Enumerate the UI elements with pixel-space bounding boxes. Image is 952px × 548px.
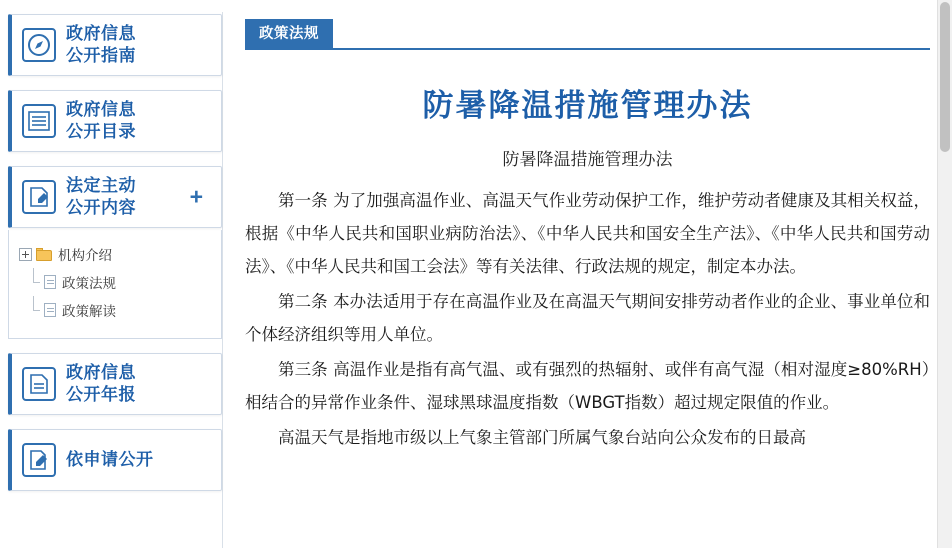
sidebar-item-label: 依申请公开	[66, 450, 154, 469]
scrollbar-thumb[interactable]	[940, 2, 950, 152]
sidebar-item-statutory-content[interactable]	[8, 166, 222, 228]
content-tabbar	[245, 18, 930, 50]
tree-line-icon	[27, 276, 40, 289]
page-scrollbar[interactable]	[937, 0, 952, 548]
sidebar-tree	[8, 230, 222, 339]
sidebar-item-open-guide[interactable]	[8, 14, 222, 76]
apply-document-icon	[12, 443, 66, 477]
document-paragraph: 高温天气是指地市级以上气象主管部门所属气象台站向公众发布的日最高	[278, 428, 806, 447]
edit-document-icon	[12, 180, 66, 214]
tree-item-policy-regulations[interactable]	[9, 268, 221, 296]
content-area	[223, 0, 952, 548]
compass-icon	[12, 28, 66, 62]
report-document-icon	[12, 367, 66, 401]
document-paragraph: 第一条 为了加强高温作业、高温天气作业劳动保护工作，维护劳动者健康及其相关权益，根据《中华人民共和国职业病防治法》、《中华人民共和国安全生产法》、《中华人民共和国劳动法》、《中华人民共和国工会法》等有关法律、行政法规的规定，制定本办法。	[245, 191, 930, 276]
document-subtitle: 防暑降温措施管理办法	[502, 150, 673, 169]
tree-item-label: 政策法规	[62, 276, 116, 291]
document-icon	[44, 275, 56, 289]
document-paragraph: 第二条 本办法适用于存在高温作业及在高温天气期间安排劳动者作业的企业、事业单位和个体经济组织等用人单位。	[245, 292, 930, 344]
expand-toggle-icon[interactable]: +	[189, 183, 203, 210]
tree-item-organization[interactable]	[9, 240, 221, 268]
list-document-icon	[12, 104, 66, 138]
document-icon	[44, 303, 56, 317]
sidebar	[0, 0, 222, 548]
tree-line-icon	[27, 304, 40, 317]
sidebar-item-label: 政府信息 公开年报	[66, 363, 136, 404]
expand-plus-icon[interactable]	[19, 248, 32, 261]
tree-item-policy-interpretation[interactable]	[9, 296, 221, 324]
sidebar-item-label: 法定主动 公开内容	[66, 176, 136, 217]
tree-item-label: 机构介绍	[58, 248, 112, 263]
sidebar-item-annual-report[interactable]	[8, 353, 222, 415]
sidebar-item-on-request-disclosure[interactable]	[8, 429, 222, 491]
tree-item-label: 政策解读	[62, 304, 116, 319]
sidebar-item-label: 政府信息 公开指南	[66, 24, 136, 65]
tab-policy-regulations[interactable]: 政策法规	[245, 19, 333, 48]
document-body	[245, 184, 930, 454]
document-paragraph: 第三条 高温作业是指有高气温、或有强烈的热辐射、或伴有高气湿（相对湿度≥80%RH）相结合的异常作业条件、湿球黑球温度指数（WBGT指数）超过规定限值的作业。	[245, 360, 930, 412]
page-title: 防暑降温措施管理办法	[422, 88, 753, 124]
folder-icon	[36, 248, 52, 261]
sidebar-item-label: 政府信息 公开目录	[66, 100, 136, 141]
sidebar-item-open-catalog[interactable]	[8, 90, 222, 152]
